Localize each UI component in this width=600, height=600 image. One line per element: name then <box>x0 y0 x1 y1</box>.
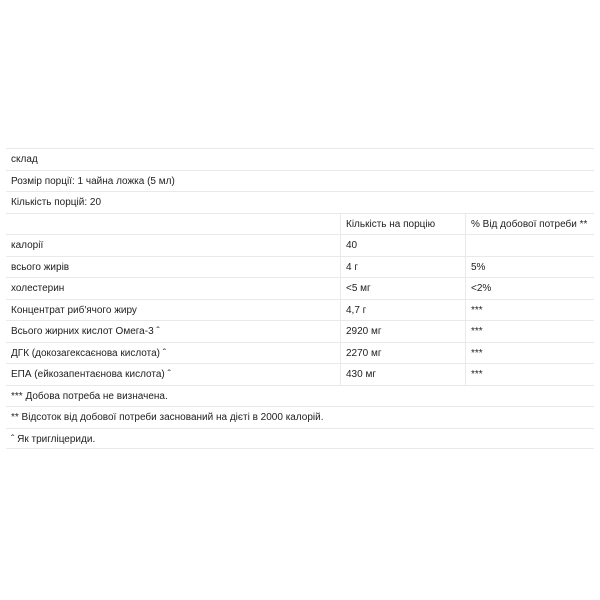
nutrient-amount: 4,7 г <box>346 304 367 316</box>
table-row <box>6 277 594 299</box>
table-row <box>6 234 594 256</box>
daily-value-column-header: % Від добової потреби ** <box>471 218 588 230</box>
column-divider <box>340 364 341 385</box>
column-divider <box>465 343 466 364</box>
nutrient-name: ЕПА (ейкозапентаєнова кислота) ˆ <box>11 369 171 380</box>
column-divider <box>340 257 341 278</box>
column-divider <box>465 257 466 278</box>
column-divider <box>340 214 341 235</box>
serving-size: Розмір порції: 1 чайна ложка (5 мл) <box>11 175 175 187</box>
footnote-row <box>6 428 594 450</box>
nutrient-daily-value: *** <box>471 304 483 316</box>
nutrient-amount: 40 <box>346 240 358 251</box>
nutrient-name: всього жирів <box>11 261 70 273</box>
column-divider <box>465 321 466 342</box>
nutrient-amount: 2920 мг <box>346 326 382 337</box>
column-divider <box>340 321 341 342</box>
table-row <box>6 320 594 342</box>
column-divider <box>340 278 341 299</box>
nutrient-amount: 430 мг <box>346 369 376 380</box>
footnote-row <box>6 406 594 428</box>
column-divider <box>465 235 466 256</box>
nutrient-name: ДГК (докозагексаєнова кислота) ˆ <box>11 347 167 359</box>
table-title-row <box>6 148 594 170</box>
column-header-row <box>6 213 594 235</box>
servings-count: Кількість порцій: 20 <box>11 197 102 208</box>
table-row <box>6 342 594 364</box>
table-row <box>6 299 594 321</box>
nutrient-daily-value: <2% <box>471 283 492 294</box>
column-divider <box>340 300 341 321</box>
nutrition-table <box>6 148 594 449</box>
column-divider <box>340 343 341 364</box>
column-divider <box>465 214 466 235</box>
column-divider <box>465 364 466 385</box>
column-divider <box>340 235 341 256</box>
nutrient-name: холестерин <box>11 283 65 294</box>
table-row <box>6 256 594 278</box>
table-row <box>6 363 594 385</box>
amount-column-header: Кількість на порцію <box>346 218 436 230</box>
nutrient-amount: 4 г <box>346 261 358 273</box>
footnote-row <box>6 385 594 407</box>
nutrient-name: калорії <box>11 240 44 251</box>
servings-count-row <box>6 191 594 213</box>
serving-size-row <box>6 170 594 192</box>
nutrient-amount: <5 мг <box>346 283 371 294</box>
nutrient-amount: 2270 мг <box>346 347 382 359</box>
nutrient-daily-value: 5% <box>471 261 486 273</box>
nutrient-daily-value: *** <box>471 369 483 380</box>
nutrient-daily-value: *** <box>471 326 483 337</box>
footnote-triglycerides: ˆ Як тригліцериди. <box>11 433 96 445</box>
footnote-daily-value-basis: ** Відсоток від добової потреби заснований на дієті в 2000 калорій. <box>11 412 324 423</box>
nutrient-daily-value: *** <box>471 347 483 359</box>
column-divider <box>465 278 466 299</box>
column-divider <box>465 300 466 321</box>
nutrient-name: Всього жирних кислот Омега-3 ˆ <box>11 326 160 337</box>
footnote-not-established: *** Добова потреба не визначена. <box>11 390 168 402</box>
nutrient-name: Концентрат риб'ячого жиру <box>11 304 137 316</box>
table-title: склад <box>11 154 38 165</box>
